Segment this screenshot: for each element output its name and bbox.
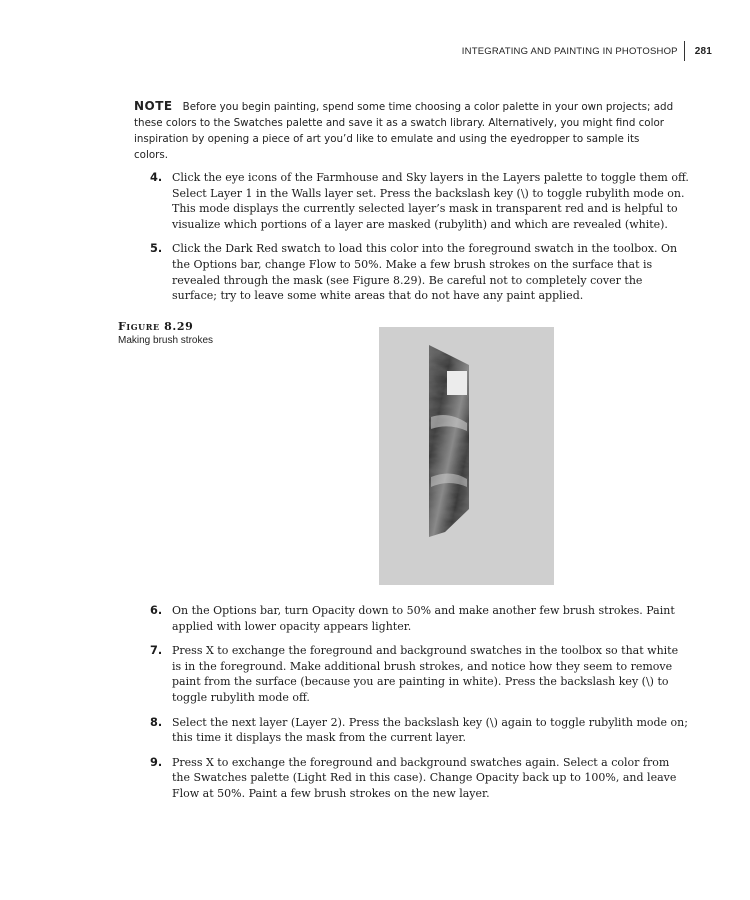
step-item xyxy=(150,241,690,303)
step-number: 9. xyxy=(150,755,163,769)
step-number: 6. xyxy=(150,604,163,617)
step-text: Press X to exchange the foreground and background swatches in the toolbox so that white is in the foreground. Make additional brush strokes, and notice how they seem to remove paint from the surface (because you are painting in white). Press the backslash key (\) to toggle rubylith mode off. xyxy=(172,644,679,704)
note-box xyxy=(134,98,674,163)
step-text: Press X to exchange the foreground and background swatches again. Select a color from the Swatches palette (Light Red in this case). Change Opacity back up to 100%, and leave Flow at 50%. Paint a few brush strokes on the new layer. xyxy=(172,755,677,800)
note-text: Before you begin painting, spend some time choosing a color palette in your own projects; add these colors to the Swatches palette and save it as a swatch library. Alternatively, you might find color inspiration by opening a piece of art you’d like to emulate and using the eyedropper to sample its colors. xyxy=(134,101,674,161)
note-label: NOTE xyxy=(134,99,173,113)
step-number: 5. xyxy=(150,242,163,256)
step-text: Select the next layer (Layer 2). Press the backslash key (\) again to toggle rubylith mode on; this time it displays the mask from the current layer. xyxy=(172,715,688,745)
step-item xyxy=(150,170,690,232)
step-item xyxy=(150,643,690,705)
page-number: 281 xyxy=(694,45,712,57)
step-number: 4. xyxy=(150,171,163,184)
steps-list-bottom xyxy=(150,603,690,811)
steps-list-top xyxy=(150,170,690,313)
step-number: 7. xyxy=(150,644,163,658)
step-text: Click the eye icons of the Farmhouse and Sky layers in the Layers palette to toggle them off. Select Layer 1 in the Walls layer set. Press the backslash key (\) to toggle rubylith mode on. This mode displays the currently selected layer’s mask in transparent red and is helpful to visualize which portions of a layer are masked (rubylith) and which are revealed (white). xyxy=(172,171,689,231)
figure-caption xyxy=(118,320,213,346)
window-opening xyxy=(447,371,467,395)
figure-title: Making brush strokes xyxy=(118,335,214,346)
running-header xyxy=(462,41,712,61)
step-text: Click the Dark Red swatch to load this color into the foreground swatch in the toolbox. On the Options bar, change Flow to 50%. Make a few brush strokes on the surface that is revealed through the mask (see Figure 8.29). Be careful not to completely cover the surface; try to leave some white areas that do not have any paint applied. xyxy=(172,242,678,303)
brush-strokes-image xyxy=(379,327,554,585)
figure-image xyxy=(379,327,554,585)
step-item xyxy=(150,755,690,802)
step-number: 8. xyxy=(150,715,163,729)
running-title: INTEGRATING AND PAINTING IN PHOTOSHOP xyxy=(461,45,678,57)
header-divider xyxy=(684,41,685,61)
step-item xyxy=(150,715,690,746)
step-text: On the Options bar, turn Opacity down to 50% and make another few brush strokes. Paint applied with lower opacity appears lighter. xyxy=(172,604,675,633)
step-item xyxy=(150,603,690,634)
figure-label: Figure 8.29 xyxy=(118,320,194,333)
